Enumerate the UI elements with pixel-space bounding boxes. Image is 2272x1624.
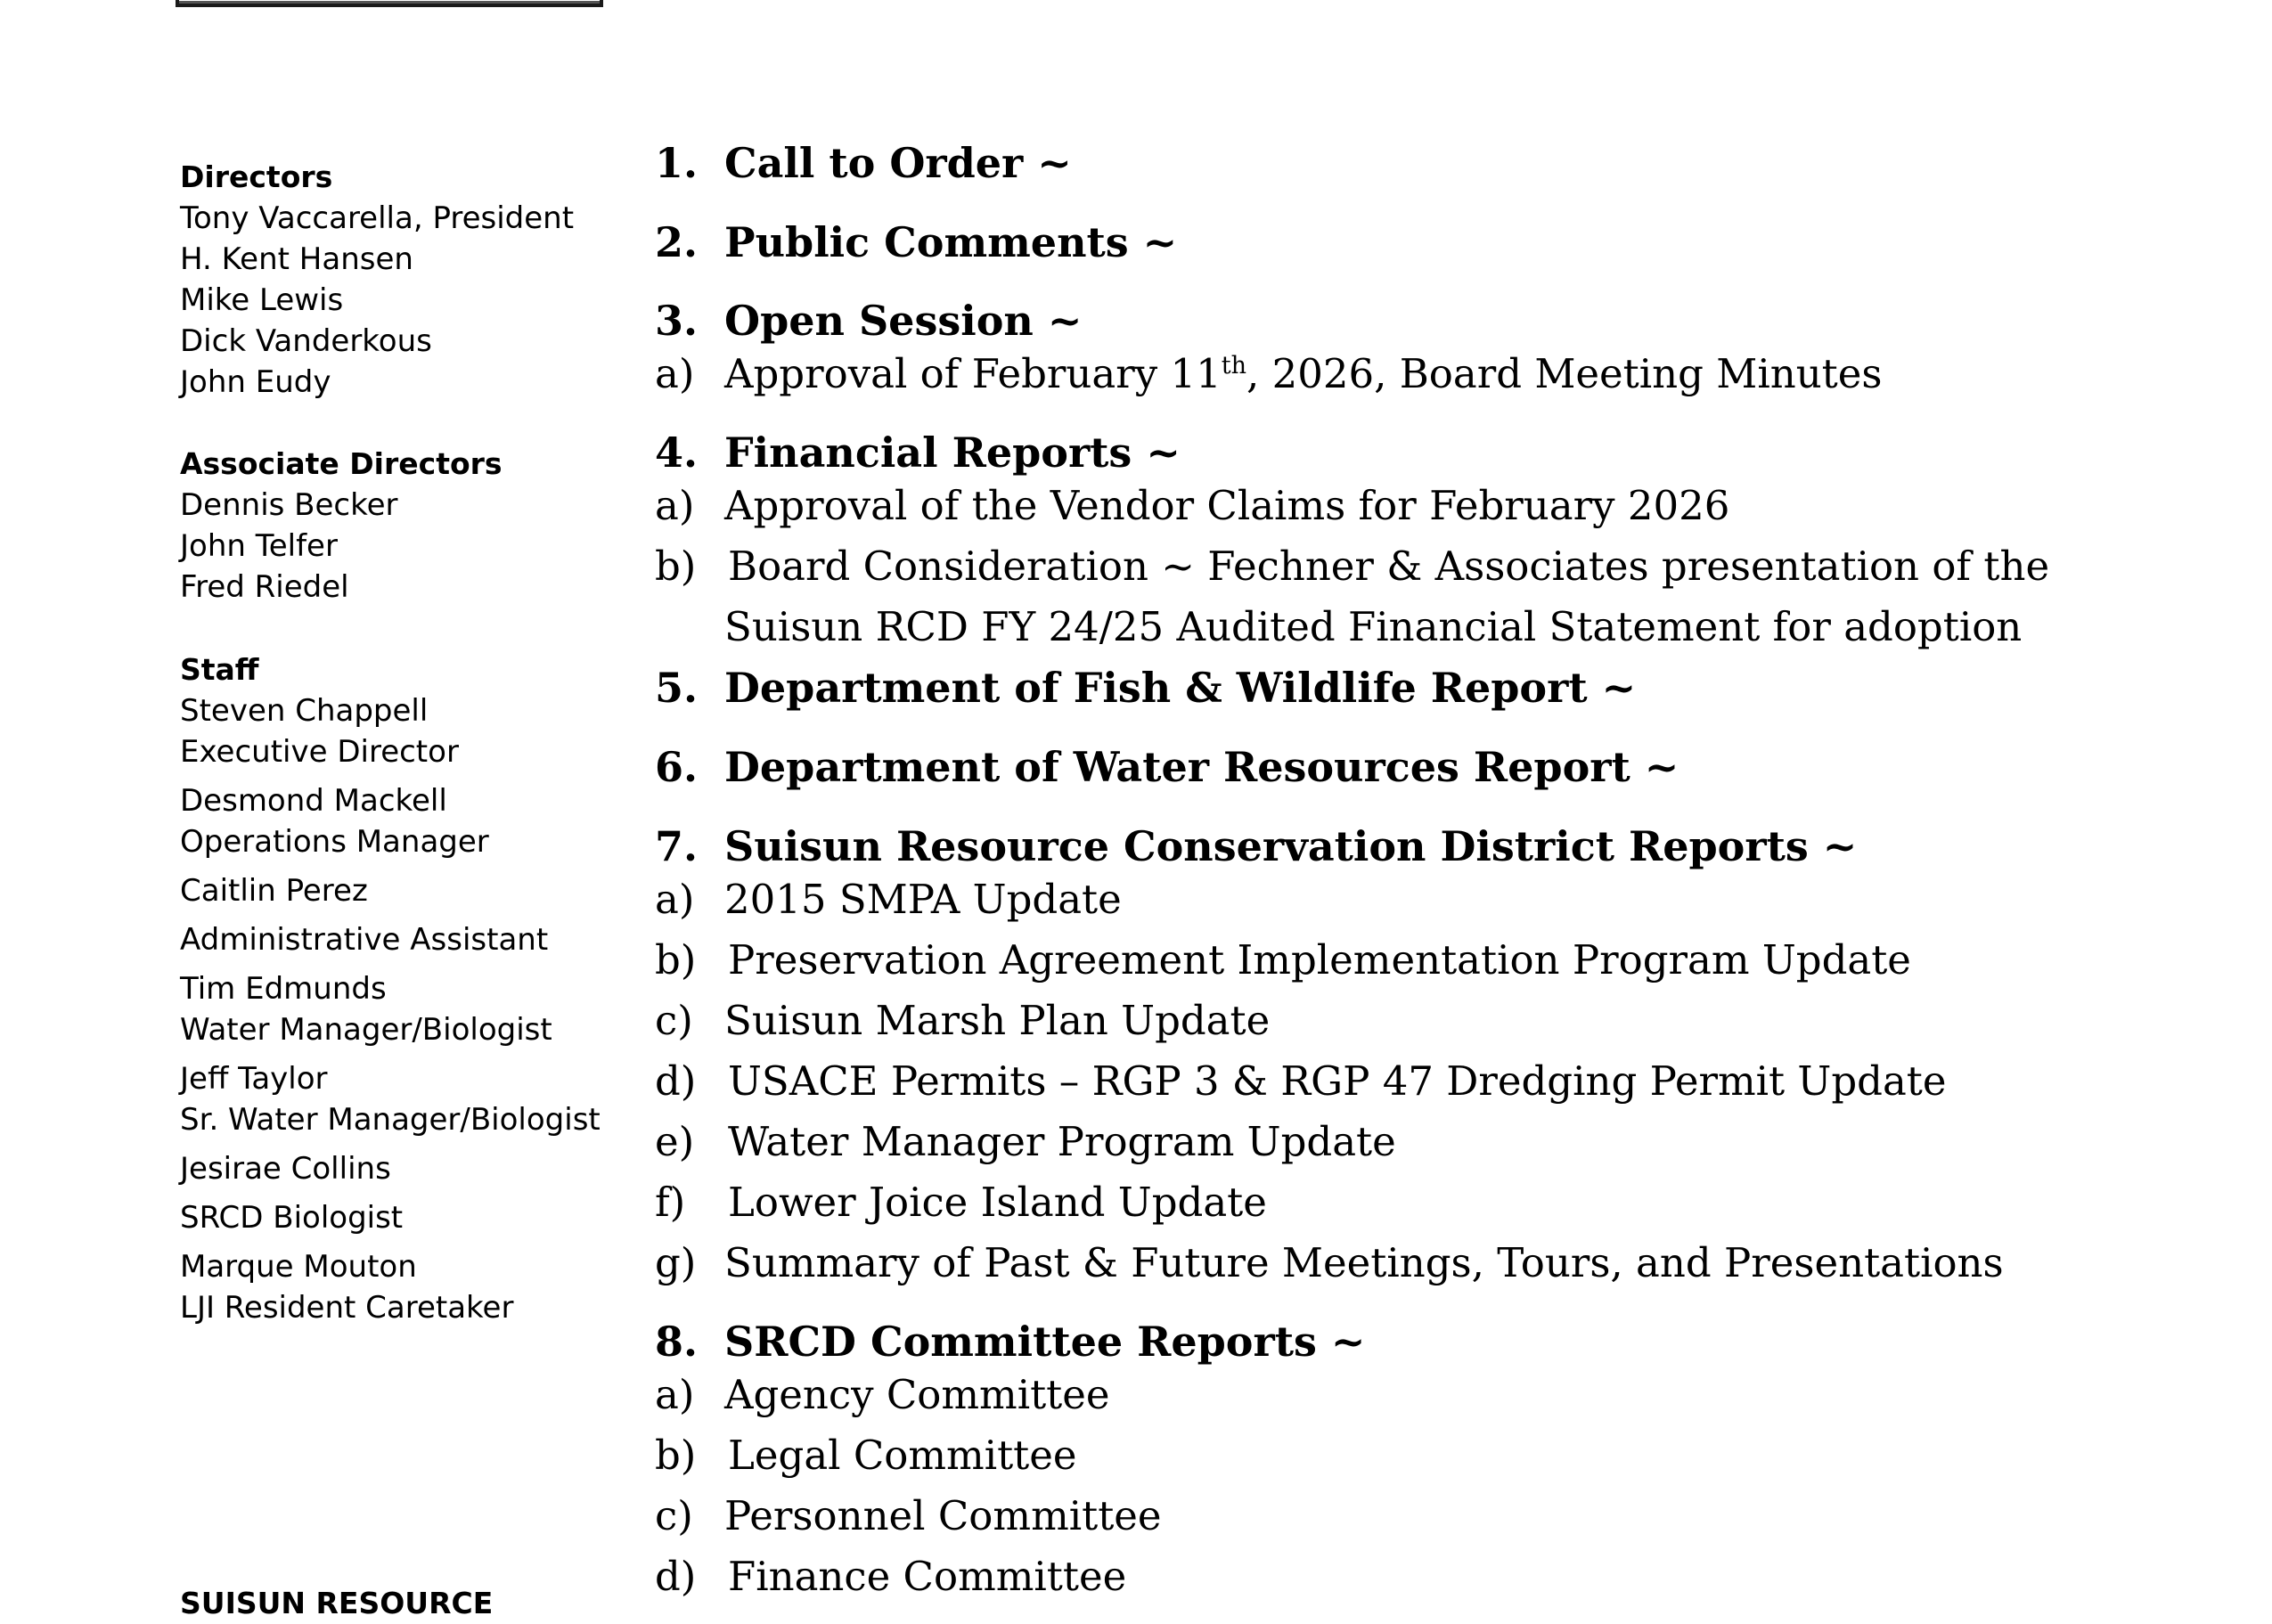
agenda-list — [655, 0, 2250, 1604]
staff-title: SRCD Biologist — [180, 1200, 404, 1236]
subitem-label: g) — [655, 1239, 697, 1286]
subitem-text: Lower Joice Island Update — [728, 1179, 1267, 1226]
subitem-label: a) — [655, 876, 695, 923]
agenda-item-number: 7. — [655, 822, 699, 870]
agenda-item-number: 2. — [655, 218, 699, 266]
agenda-item-number: 4. — [655, 428, 699, 477]
subitem-label: a) — [655, 350, 695, 397]
staff-member — [180, 968, 608, 1050]
directors-heading: Directors — [180, 159, 333, 194]
staff-name: Steven Chappell — [180, 693, 429, 729]
subitem-text: Approval of the Vendor Claims for February 2026 — [724, 482, 1730, 529]
associate-director-name: John Telfer — [180, 528, 338, 564]
subitem-text: Approval of February 11th, 2026, Board Meeting Minutes — [724, 350, 1883, 397]
staff-member — [180, 1058, 608, 1140]
subitem-text: Suisun RCD FY 24/25 Audited Financial Statement for adoption — [724, 603, 2023, 650]
subitem-text: Finance Committee — [728, 1553, 1127, 1600]
agenda-item-title: Department of Water Resources Report ~ — [724, 743, 1679, 791]
staff-name: Marque Mouton — [180, 1249, 417, 1285]
staff-member — [180, 870, 608, 911]
director-name: John Eudy — [180, 364, 331, 400]
staff-section — [180, 649, 608, 1336]
staff-member — [180, 690, 608, 772]
subitem-label: a) — [655, 482, 695, 529]
sidebar-roster — [180, 0, 608, 1620]
district-name-footer — [180, 1583, 608, 1624]
subitem-text: Board Consideration ~ Fechner & Associates presentation of the — [728, 543, 2050, 590]
agenda-item-title: Suisun Resource Conservation District Reports ~ — [724, 822, 1858, 870]
subitem-text: Water Manager Program Update — [728, 1118, 1396, 1165]
subitem-text: Agency Committee — [724, 1371, 1110, 1418]
staff-member — [180, 1197, 608, 1238]
staff-title: LJI Resident Caretaker — [180, 1290, 514, 1326]
agenda-item-title: Public Comments ~ — [724, 218, 1178, 266]
director-name: Tony Vaccarella, President — [180, 200, 575, 236]
agenda-item-title: Department of Fish & Wildlife Report ~ — [724, 664, 1637, 712]
subitem-text: Preservation Agreement Implementation Program Update — [728, 936, 1911, 983]
staff-name: Jesirae Collins — [180, 1151, 391, 1187]
subitem-text: 2015 SMPA Update — [724, 876, 1122, 923]
staff-member — [180, 1148, 608, 1189]
staff-name: Tim Edmunds — [180, 971, 387, 1007]
subitem-label: d) — [655, 1553, 697, 1600]
subitem-label: b) — [655, 936, 697, 983]
director-name: H. Kent Hansen — [180, 241, 413, 277]
subitem-text: Personnel Committee — [724, 1492, 1162, 1539]
subitem-label: c) — [655, 1492, 693, 1539]
subitem-text: USACE Permits – RGP 3 & RGP 47 Dredging Permit Update — [728, 1057, 1947, 1105]
agenda-item-number: 1. — [655, 139, 699, 187]
subitem-text: Suisun Marsh Plan Update — [724, 997, 1271, 1044]
subitem-label: f) — [655, 1179, 686, 1226]
staff-member — [180, 780, 608, 862]
associate-director-name: Dennis Becker — [180, 487, 398, 523]
agenda-item-title: Open Session ~ — [724, 297, 1083, 345]
subitem-text: Legal Committee — [728, 1432, 1077, 1479]
staff-title: Operations Manager — [180, 824, 489, 860]
associate-director-name: Fred Riedel — [180, 569, 349, 605]
staff-name: Jeff Taylor — [180, 1061, 328, 1097]
staff-name: Caitlin Perez — [180, 873, 368, 909]
staff-title: Sr. Water Manager/Biologist — [180, 1102, 601, 1138]
staff-title: Executive Director — [180, 734, 459, 770]
director-name: Dick Vanderkous — [180, 323, 432, 359]
subitem-label: c) — [655, 997, 693, 1044]
staff-heading: Staff — [180, 652, 259, 687]
subitem-label: b) — [655, 543, 697, 590]
staff-name: Desmond Mackell — [180, 783, 447, 819]
associate-directors-section — [180, 444, 608, 608]
district-name-heading: SUISUN RESOURCE — [180, 1586, 494, 1620]
subitem-label: a) — [655, 1371, 695, 1418]
associate-directors-heading: Associate Directors — [180, 446, 503, 481]
subitem-text: Summary of Past & Future Meetings, Tours, and Presentations — [724, 1239, 2004, 1286]
agenda-item-number: 5. — [655, 664, 699, 712]
staff-member — [180, 919, 608, 960]
agenda-item-title: SRCD Committee Reports ~ — [724, 1318, 1366, 1366]
agenda-item-number: 6. — [655, 743, 699, 791]
staff-title: Administrative Assistant — [180, 922, 549, 958]
staff-title: Water Manager/Biologist — [180, 1012, 552, 1048]
agenda-item-title: Financial Reports ~ — [724, 428, 1181, 477]
staff-member — [180, 1246, 608, 1328]
subitem-label: b) — [655, 1432, 697, 1479]
agenda-item-title: Call to Order ~ — [724, 139, 1072, 187]
subitem-label: d) — [655, 1057, 697, 1105]
agenda-item-number: 3. — [655, 297, 699, 345]
subitem-label: e) — [655, 1118, 695, 1165]
director-name: Mike Lewis — [180, 282, 344, 318]
agenda-item-number: 8. — [655, 1318, 699, 1366]
directors-section — [180, 157, 608, 403]
